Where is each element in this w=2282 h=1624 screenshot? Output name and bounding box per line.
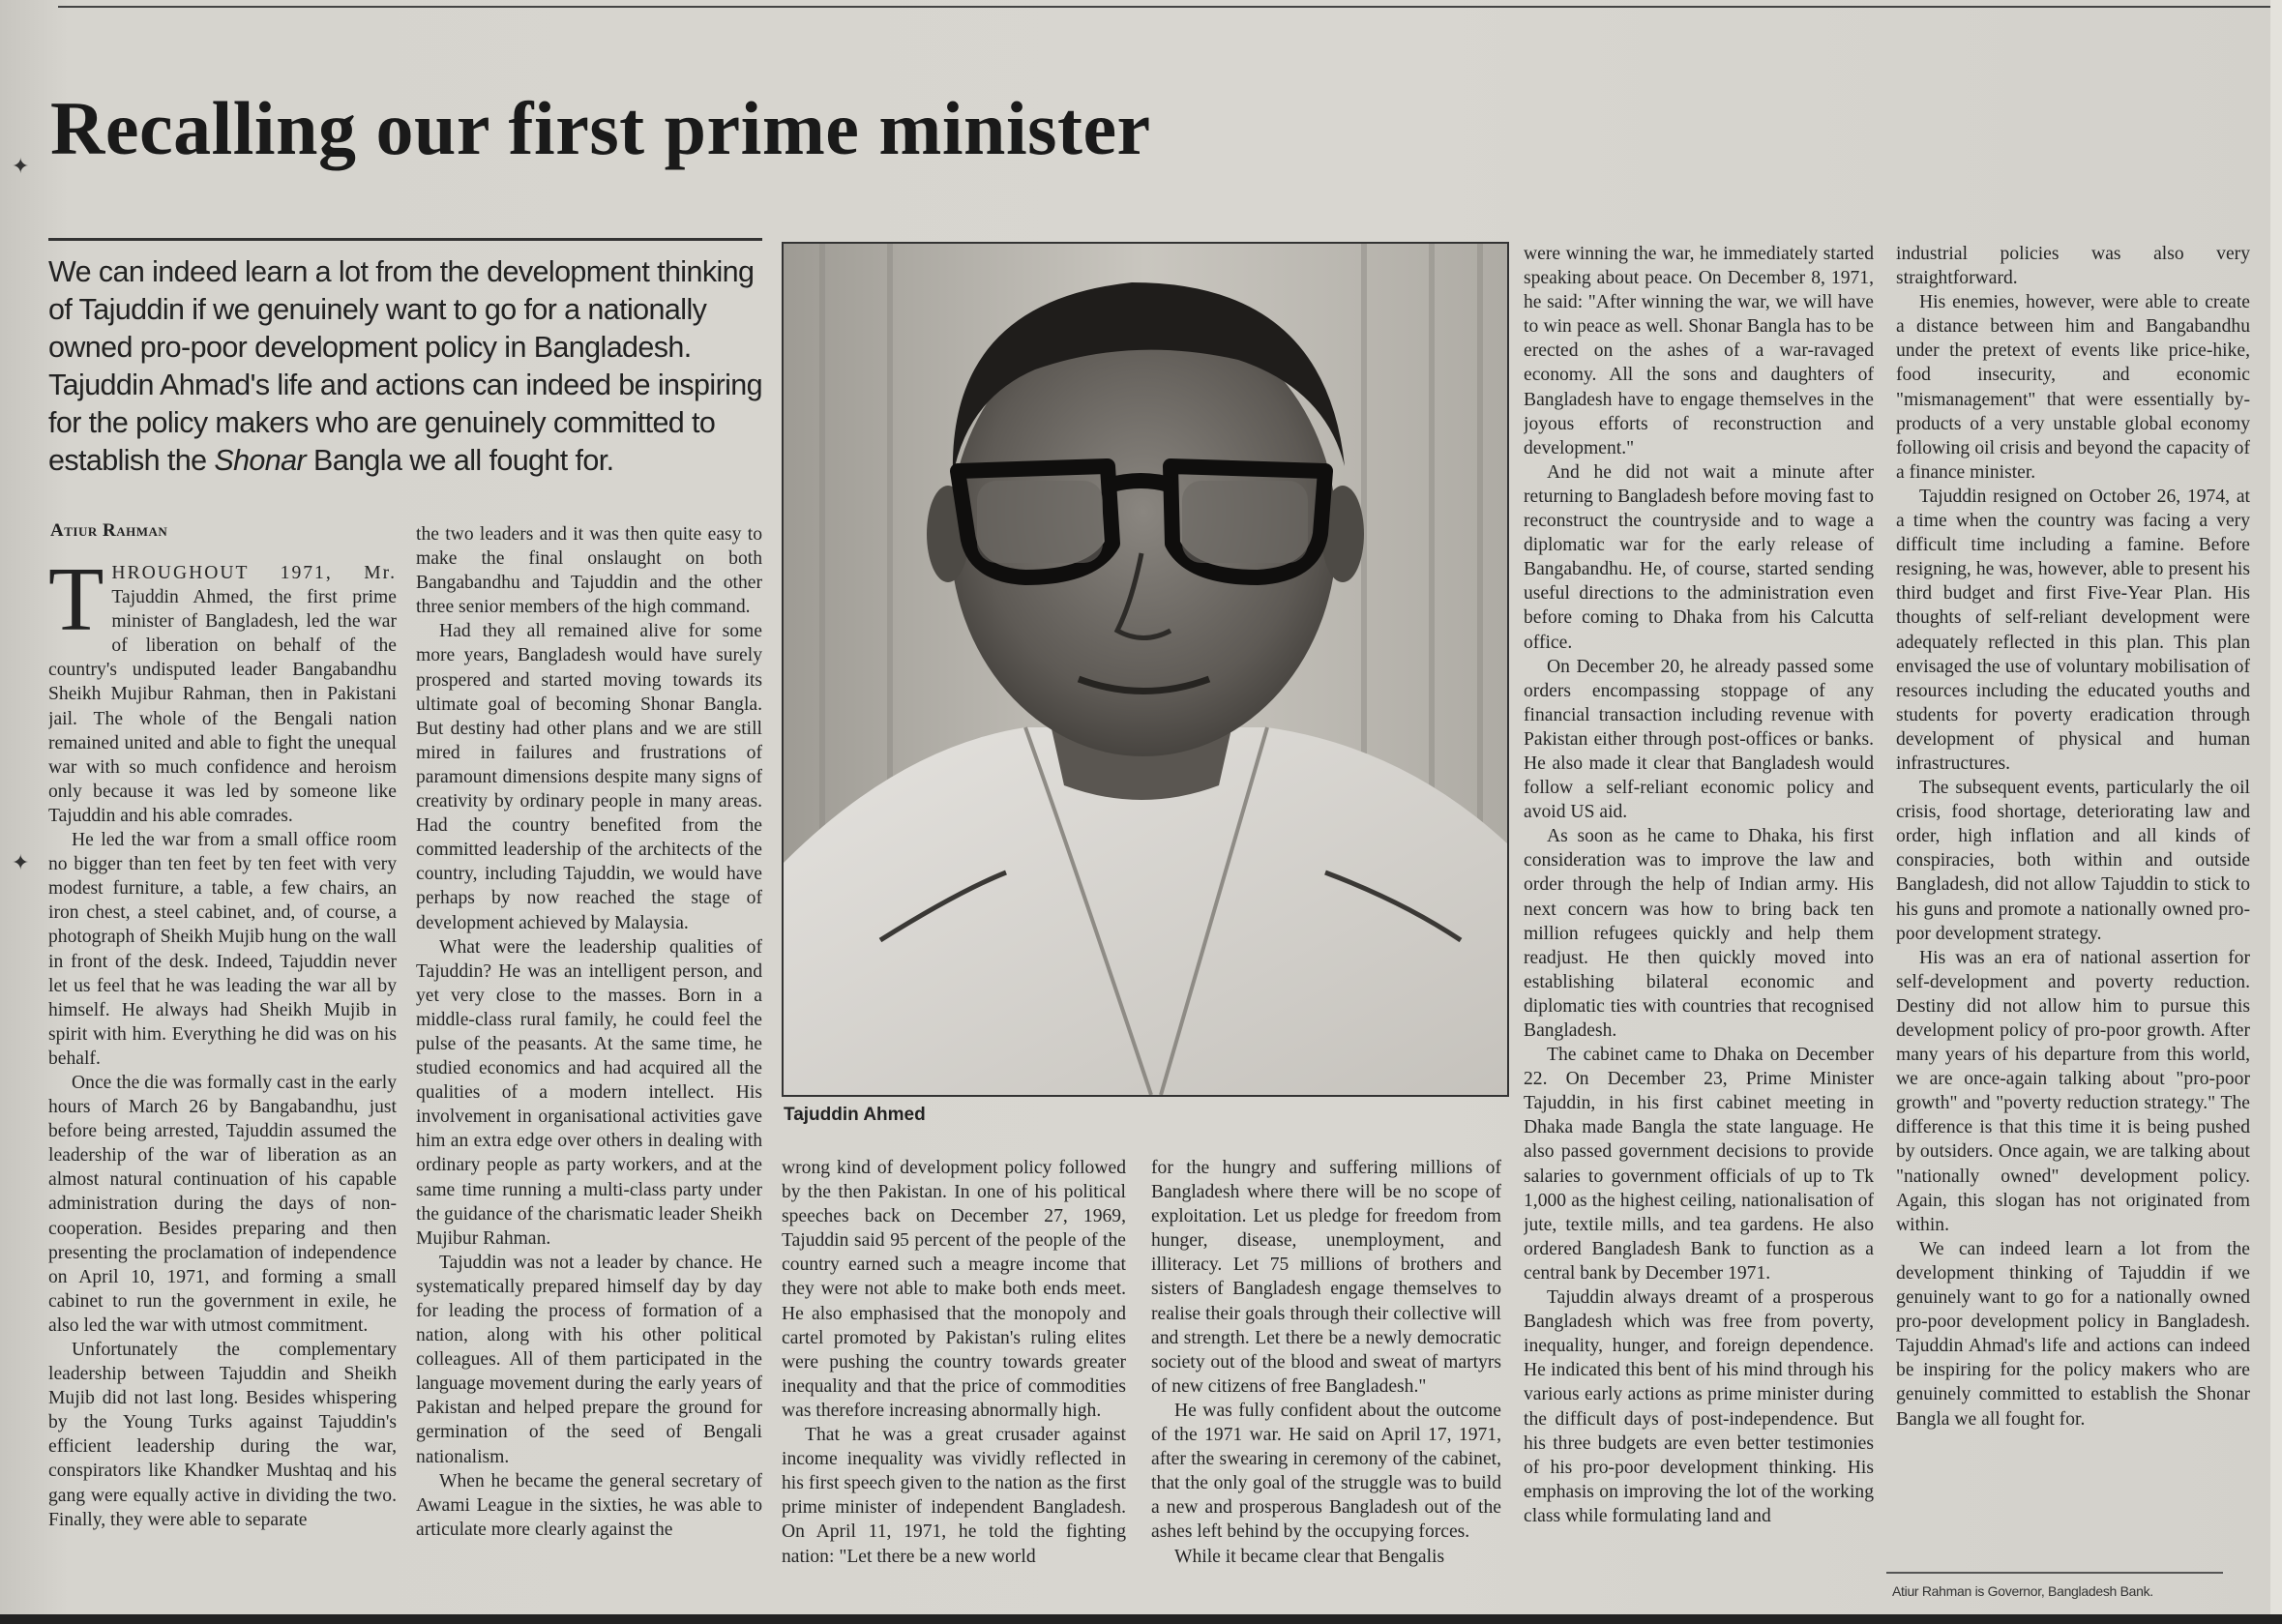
article-paragraph — [416, 619, 762, 934]
paragraph-text: He led the war from a small office room no bigger than ten feet by ten feet with very modest furniture, a table, a few chairs, an iron chest, a steel cabinet, and, of course, a photograph of Sheikh Mujib hung on the wall in front of the desk. Indeed, Tajuddin never let us feel that he was leading the war all by himself. He always had Sheikh Mujib in spirit with him. Everything he did was on his behalf. — [48, 830, 397, 1069]
paragraph-text: Unfortunately the complementary leadership between Tajuddin and Sheikh Mujib did not last long. Besides whispering by the Young Turks against Tajuddin's efficient leadership during the war, conspirators like Khandker Mushtaq and his gang were equally active in dividing the two. Finally, they were able to separate — [48, 1340, 397, 1530]
page-edge — [2270, 0, 2282, 1624]
article-paragraph — [1896, 1237, 2250, 1432]
paragraph-text: for the hungry and suffering millions of Bangladesh where there will be no scope of exploitation. Let us pledge for freedom from hunger, disease, unemployment, and illiteracy. Let 75 millions of brothers and sisters of Bangladesh engage themselves to realise their goals through their collective will and strength. Let there be a newly democratic society out of the blood and sweat of martyrs of new citizens of free Bangladesh." — [1151, 1158, 1501, 1397]
paragraph-text: Tajuddin Ahmed, the first prime minister of Bangladesh, led the war of liberation on behalf of the country's undisputed leader Bangabandhu Sheikh Mujibur Rahman, then in Pakistani jail. The whole of the Bengali nation remained united and able to fight the unequal war with so much confidence and heroism only because it was led by someone like Tajuddin and his able comrades. — [48, 587, 397, 826]
portrait-image — [784, 244, 1507, 1095]
article-paragraph — [1896, 242, 2250, 290]
article-paragraph — [1896, 485, 2250, 776]
article-paragraph — [782, 1423, 1126, 1569]
paragraph-text: His enemies, however, were able to create a distance between him and Bangabandhu under the pretext of events like price-hike, food insecurity, and economic "mismanagement" that were essentially by-products of a very unstable global economy following oil crisis and beyond the capacity of a finance minister. — [1896, 292, 2250, 483]
article-paragraph — [1524, 460, 1874, 655]
paragraph-text: What were the leadership qualities of Tajuddin? He was an intelligent person, and yet very close to the masses. Born in a middle-class rural family, he could feel the pulse of the peasants. At the same time, he studied economics and had acquired all the qualities of a modern intellect. His involvement in organisational activities gave him an extra edge over others in dealing with ordinary people as party workers, and at the same time running a multi-class party under the guidance of the charismatic leader Sheikh Mujibur Rahman. — [416, 936, 762, 1249]
photo-caption: Tajuddin Ahmed — [784, 1105, 926, 1125]
paragraph-text: the two leaders and it was then quite easy to make the final onslaught on both Bangabandhu and Tajuddin and the other three senior members of the high command. — [416, 524, 762, 618]
deck-text-after: Bangla we all fought for. — [306, 444, 614, 477]
article-paragraph — [1896, 946, 2250, 1237]
paragraph-text: Tajuddin was not a leader by chance. He systematically prepared himself day by day for leading the process of formation of a nation, along with his other political colleagues. All of them participated in the language movement during the early years of Pakistan and helped prepare the ground for germination of the seed of Bengali nationalism. — [416, 1252, 762, 1467]
paragraph-text: He was fully confident about the outcome of the 1971 war. He said on April 17, 1971, after the swearing in ceremony of the cabinet, that the only goal of the struggle was to build a new and prosperous Bangladesh out of the ashes left behind by the occupying forces. — [1151, 1400, 1501, 1543]
paragraph-text: While it became clear that Bengalis — [1174, 1546, 1445, 1567]
top-rule — [58, 6, 2272, 8]
article-paragraph — [416, 935, 762, 1251]
paragraph-text: As soon as he came to Dhaka, his first consideration was to improve the law and order through the help of Indian army. His next concern was how to bring back ten million refugees quickly and help them readjust. He then quickly moved into establishing bilateral economic and diplomatic ties with countries that recognised Bangladesh. — [1524, 826, 1874, 1041]
author-footnote: Atiur Rahman is Governor, Bangladesh Bank. — [1892, 1583, 2153, 1599]
article-paragraph — [782, 1156, 1126, 1423]
article-paragraph — [1896, 776, 2250, 946]
deck-rule — [48, 238, 762, 241]
headline: Recalling our first prime minister — [50, 86, 1151, 170]
article-column-3 — [782, 1156, 1126, 1591]
article-paragraph — [48, 1338, 397, 1532]
paragraph-text: And he did not wait a minute after returning to Bangladesh before moving fast to reconstruct the countryside and to wage a diplomatic war for the early release of Bangabandhu. He, of course, started sending useful directions to the administration even before coming to Dhaka from his Calcutta office. — [1524, 461, 1874, 653]
paragraph-text: His was an era of national assertion for self-development and poverty reduction. Destiny did not allow him to pursue this development policy of pro-poor growth. After many years of his departure from this world, we are once-again talking about "pro-poor growth" and "poverty reduction strategy." The difference is that this time it is being pushed by outsiders. Once again, we are talking about "nationally owned" development policy. Again, this slogan has not originated from within. — [1896, 947, 2250, 1235]
paragraph-text: Once the die was formally cast in the early hours of March 26 by Bangabandhu, just before being arrested, Tajuddin assumed the leadership of the war of liberation as an almost natural continuation of his capable administration during the days of non-cooperation. Besides preparing and then presenting the proclamation of independence on April 10, 1971, and forming a small cabinet to run the government in exile, he also led the war with utmost commitment. — [48, 1072, 397, 1336]
paragraph-text: That he was a great crusader against income inequality was vividly reflected in his first speech given to the nation as the first prime minister of independent Bangladesh. On April 11, 1971, he told the fighting nation: "Let there be a new world — [782, 1425, 1126, 1567]
article-paragraph — [1524, 1285, 1874, 1528]
page-edge-bottom — [0, 1614, 2282, 1624]
paragraph-text: wrong kind of development policy followed by the then Pakistan. In one of his political speeches back on December 27, 1969, Tajuddin said 95 percent of the people of the country earned such a meagre income that they were not able to make both ends meet. He also emphasised that the monopoly and cartel promoted by Pakistan's ruling elites were pushing the country towards greater inequality and that the price of commodities was therefore increasing abnormally high. — [782, 1158, 1126, 1421]
article-paragraph — [1151, 1156, 1501, 1399]
deck-text-before: We can indeed learn a lot from the development thinking of Tajuddin if we genuinely want to go for a nationally owned pro-poor development policy in Bangladesh. Tajuddin Ahmad's life and actions can indeed be inspiring for the policy makers who are genuinely committed to establish the — [48, 255, 763, 477]
article-paragraph — [48, 561, 397, 828]
article-column-2 — [416, 522, 762, 1567]
article-paragraph — [1524, 824, 1874, 1043]
article-column-6 — [1896, 242, 2250, 1567]
byline: Atiur Rahman — [50, 520, 168, 541]
paragraph-text: Tajuddin resigned on October 26, 1974, at a time when the country was facing a very difficult time including a famine. Before resigning, he was, however, able to present his third budget and first Five-Year Plan. His thoughts of self-reliant development were adequately reflected in this plan. This plan envisaged the use of voluntary mobilisation of resources including the educated youths and students for poverty eradication through development of physical and human infrastructures. — [1896, 486, 2250, 774]
article-paragraph — [416, 1251, 762, 1469]
paragraph-text: The subsequent events, particularly the oil crisis, food shortage, deteriorating law and order, high inflation and all kinds of conspiracies, both within and outside Bangladesh, did not allow Tajuddin to stick to his guns and promote a nationally owned pro-poor development strategy. — [1896, 778, 2250, 944]
article-column-4 — [1151, 1156, 1501, 1591]
paragraph-text: Tajuddin always dreamt of a prosperous Bangladesh which was free from poverty, inequality, hunger, and foreign dependence. He indicated this bent of his mind through his various early actions as prime minister during the difficult days of post-independence. But his three budgets are even better testimonies of his pro-poor development thinking. His emphasis on improving the lot of the working class while formulating land and — [1524, 1287, 1874, 1526]
bullet-mark-icon: ✦ — [12, 155, 30, 179]
article-column-5 — [1524, 242, 1874, 1606]
deck — [48, 253, 764, 480]
paragraph-text: When he became the general secretary of Awami League in the sixties, he was able to articulate more clearly against the — [416, 1470, 762, 1540]
article-paragraph — [416, 1469, 762, 1542]
article-paragraph — [1524, 655, 1874, 825]
paragraph-text: On December 20, he already passed some orders encompassing stoppage of any financial transaction including revenue with Pakistan either through post-offices or banks. He also made it clear that Bangladesh would follow a self-reliant economic policy and avoid US aid. — [1524, 656, 1874, 823]
article-paragraph — [1151, 1399, 1501, 1545]
article-paragraph — [48, 828, 397, 1071]
article-paragraph — [1151, 1545, 1501, 1569]
paragraph-text: We can indeed learn a lot from the development thinking of Tajuddin if we genuinely want to go for a nationally owned pro-poor development policy in Bangladesh. Tajuddin Ahmad's life and actions can indeed be inspiring for the policy makers who are genuinely committed to establish the Shonar Bangla we all fought for. — [1896, 1238, 2250, 1430]
paragraph-text: Had they all remained alive for some more years, Bangladesh would have surely prospered and started moving towards its ultimate goal of becoming Shonar Bangla. But destiny had other plans and we are still mired in failures and frustrations of paramount dimensions despite many signs of creativity by ordinary people in many areas. Had the country benefited from the committed leadership of the architects of the country, including Tajuddin, we would have perhaps by now reached the stage of development achieved by Malaysia. — [416, 621, 762, 933]
paragraph-text: The cabinet came to Dhaka on December 22. On December 23, Prime Minister Tajuddin, in his first cabinet meeting in Dhaka made Bangla the state language. He also passed government decisions to provide salaries to government officials of up to Tk 1,000 as the highest ceiling, nationalisation of jute, textile mills, and tea gardens. He also ordered Bangladesh Bank to function as a central bank by December 1971. — [1524, 1045, 1874, 1284]
bullet-mark-icon: ✦ — [12, 851, 30, 875]
portrait-photo — [782, 242, 1509, 1097]
drop-cap: T — [48, 561, 104, 650]
article-paragraph — [1524, 1043, 1874, 1285]
paragraph-text: industrial policies was also very straightforward. — [1896, 244, 2250, 289]
article-paragraph — [416, 522, 762, 619]
paragraph-text: were winning the war, he immediately started speaking about peace. On December 8, 1971, he said: "After winning the war, we will have to win peace as well. Shonar Bangla has to be erected on the ashes of a war-ravaged economy. All the sons and daughters of Bangladesh have to engage themselves in the joyous efforts of reconstruction and development." — [1524, 244, 1874, 458]
lead-in-caps: HROUGHOUT 1971, Mr. — [111, 563, 397, 583]
article-paragraph — [1524, 242, 1874, 460]
article-column-1 — [48, 561, 397, 1567]
article-paragraph — [48, 1071, 397, 1338]
deck-text-italic: Shonar — [214, 444, 307, 477]
article-paragraph — [1896, 290, 2250, 485]
footnote-rule — [1886, 1572, 2223, 1574]
